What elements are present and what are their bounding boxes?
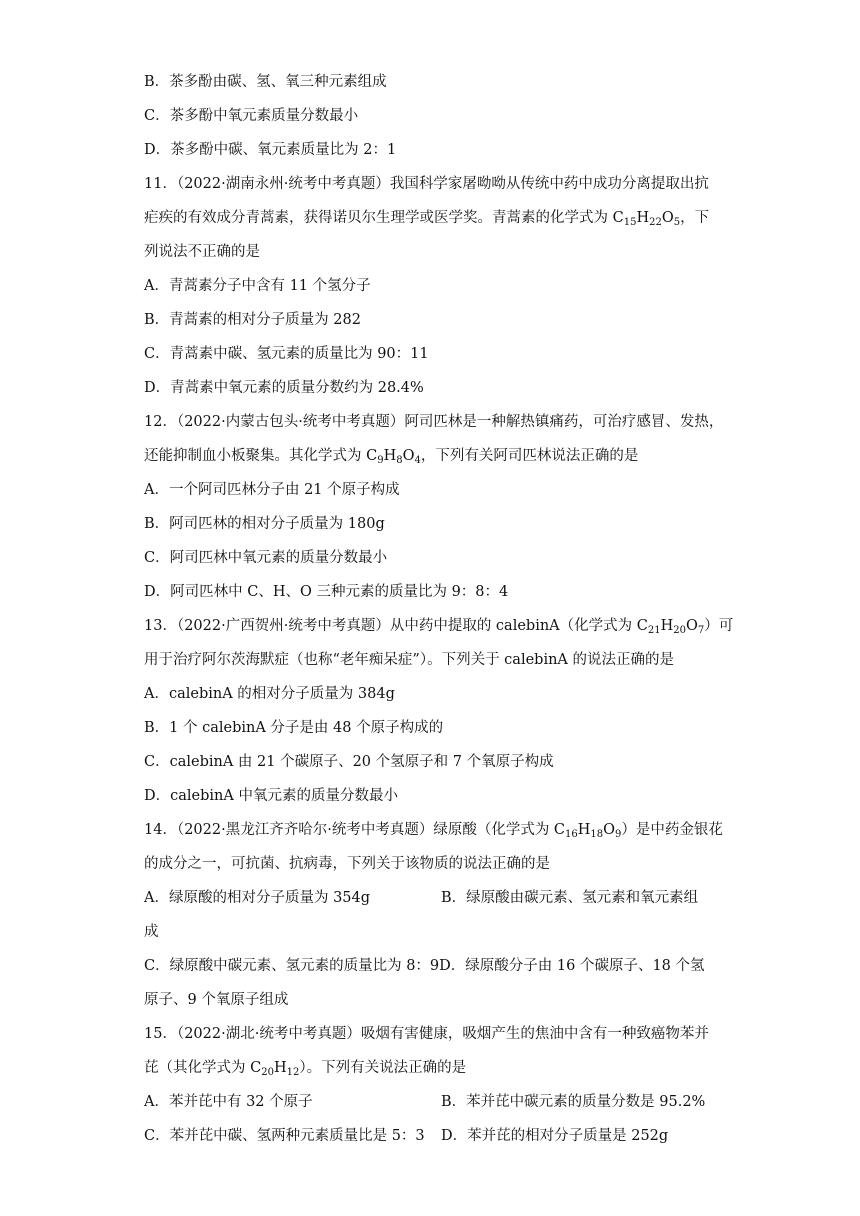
q14-option-c-d: C．绿原酸中碳元素、氢元素的质量比为 8：9D．绿原酸分子由 16 个碳原子、18 个氢 (144, 958, 705, 974)
q12-option-a: A．一个阿司匹林分子由 21 个原子构成 (144, 482, 400, 498)
q11-option-a: A．青蒿素分子中含有 11 个氢分子 (144, 278, 371, 294)
q11-option-b: B．青蒿素的相对分子质量为 282 (144, 312, 361, 328)
q14-stem-line1: 14．（2022·黑龙江齐齐哈尔·统考中考真题）绿原酸（化学式为 $C_{16}H_{18}O_9$）是中药金银花 (144, 822, 723, 840)
q12-option-d: D．阿司匹林中 C、H、O 三种元素的质量比为 9：8：4 (144, 584, 509, 600)
q15-option-a: A．苯并芘中有 32 个原子 (144, 1094, 313, 1110)
q15-option-c: C．苯并芘中碳、氢两种元素质量比是 5：3 (144, 1128, 425, 1144)
q12-stem-line1: 12．（2022·内蒙古包头·统考中考真题）阿司匹林是一种解热镇痛药，可治疗感冒、发热， (144, 414, 724, 430)
q11-stem-line2: 疟疾的有效成分青蒿素，获得诺贝尔生理学或医学奖。青蒿素的化学式为 $C_{15}H_{22}O_5$，下 (144, 210, 710, 228)
q14-option-d-cont: 原子、9 个氧原子组成 (144, 992, 289, 1008)
q14-option-a: A．绿原酸的相对分子质量为 354g (144, 890, 371, 906)
q11-option-d: D．青蒿素中氧元素的质量分数约为 28.4% (144, 380, 424, 396)
q10-option-b: B．茶多酚由碳、氢、氧三种元素组成 (144, 74, 387, 90)
q15-option-d: D．苯并芘的相对分子质量是 252g (441, 1128, 669, 1144)
q11-option-c: C．青蒿素中碳、氢元素的质量比为 90：11 (144, 346, 429, 362)
q13-option-a: A．calebinA 的相对分子质量为 384g (144, 686, 395, 702)
q13-option-b: B．1 个 calebinA 分子是由 48 个原子构成的 (144, 720, 444, 736)
q11-stem-line1: 11．（2022·湖南永州·统考中考真题）我国科学家屠呦呦从传统中药中成功分离提取出抗 (144, 176, 709, 192)
q13-option-d: D．calebinA 中氧元素的质量分数最小 (144, 788, 398, 804)
q12-option-b: B．阿司匹林的相对分子质量为 180g (144, 516, 385, 532)
q14-option-b-cont: 成 (144, 924, 159, 940)
q11-stem-line3: 列说法不正确的是 (144, 244, 260, 260)
q15-stem-line1: 15．（2022·湖北·统考中考真题）吸烟有害健康，吸烟产生的焦油中含有一种致癌物苯并 (144, 1026, 709, 1042)
q13-stem-line2: 用于治疗阿尔茨海默症（也称“老年痴呆症”）。下列关于 calebinA 的说法正确的是 (144, 652, 675, 668)
q12-stem-line2: 还能抑制血小板聚集。其化学式为 $C_9H_8O_4$，下列有关阿司匹林说法正确的是 (144, 448, 639, 466)
q13-stem-line1: 13．（2022·广西贺州·统考中考真题）从中药中提取的 calebinA（化学式为 $C_{21}H_{20}O_7$）可 (144, 618, 734, 636)
q10-option-c: C．茶多酚中氧元素质量分数最小 (144, 108, 359, 124)
q14-stem-line2: 的成分之一，可抗菌、抗病毒，下列关于该物质的说法正确的是 (144, 856, 550, 872)
q15-option-b: B．苯并芘中碳元素的质量分数是 95.2% (441, 1094, 706, 1110)
q15-stem-line2: 芘（其化学式为 $C_{20}H_{12}$）。下列有关说法正确的是 (144, 1060, 467, 1078)
q10-option-d: D．茶多酚中碳、氧元素质量比为 2：1 (144, 142, 397, 158)
q12-option-c: C．阿司匹林中氧元素的质量分数最小 (144, 550, 388, 566)
q14-option-b: B．绿原酸由碳元素、氢元素和氧元素组 (441, 890, 699, 906)
q13-option-c: C．calebinA 由 21 个碳原子、20 个氢原子和 7 个氧原子构成 (144, 754, 554, 770)
